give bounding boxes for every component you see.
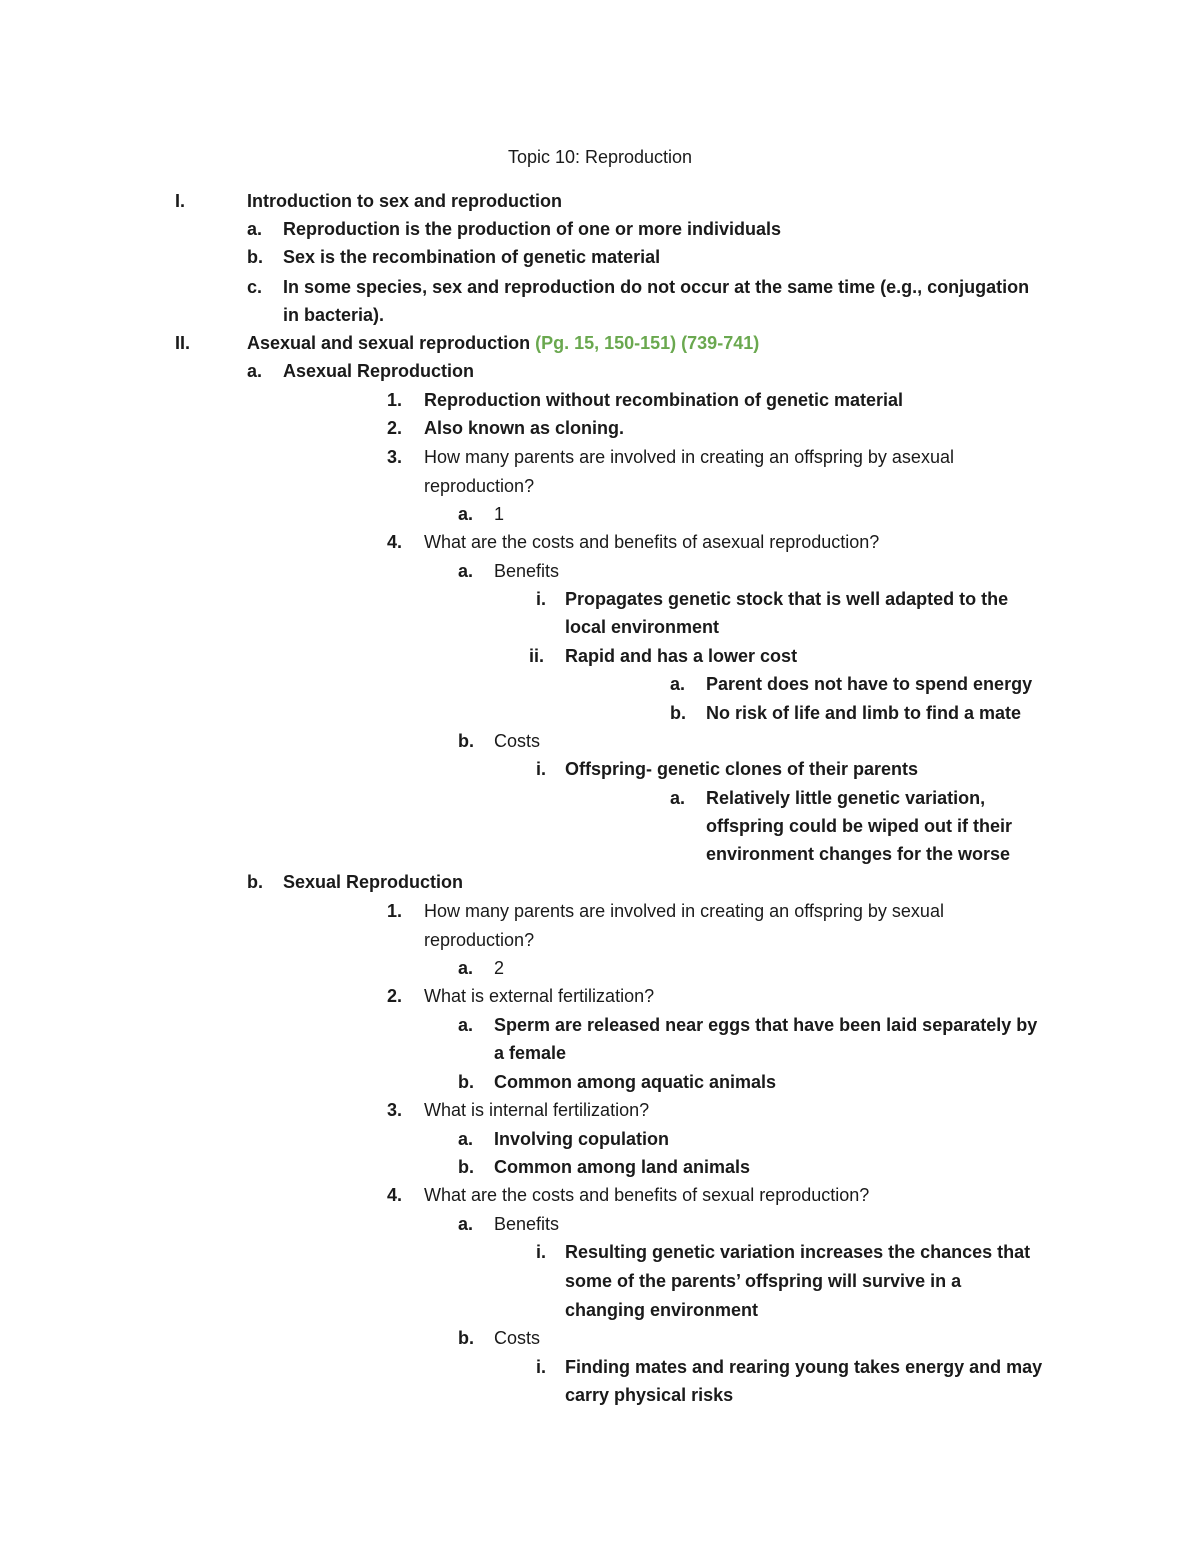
item-marker: i.: [536, 1242, 547, 1262]
item-marker: b.: [458, 1157, 474, 1177]
item-marker: b.: [247, 872, 263, 892]
list-item: Finding mates and rearing young takes energy and may: [565, 1357, 1043, 1377]
item-marker: c.: [247, 277, 263, 297]
page-reference: (Pg. 15, 150-151) (739-741): [535, 333, 760, 353]
list-item-continuation: local environment: [565, 617, 720, 637]
list-item: Also known as cloning.: [424, 418, 625, 438]
list-item-continuation: a female: [494, 1043, 567, 1063]
item-marker: i.: [536, 759, 547, 779]
question-item: How many parents are involved in creating an offspring by sexual: [424, 901, 944, 921]
list-item: Offspring- genetic clones of their parents: [565, 759, 919, 779]
question-item: What are the costs and benefits of asexual reproduction?: [424, 532, 880, 552]
item-marker: i.: [536, 1357, 547, 1377]
question-item: How many parents are involved in creating an offspring by asexual: [424, 447, 954, 467]
question-item: What is external fertilization?: [424, 986, 655, 1006]
list-item: No risk of life and limb to find a mate: [706, 703, 1022, 723]
item-marker: i.: [536, 589, 547, 609]
item-marker: b.: [670, 703, 686, 723]
list-item: Reproduction without recombination of genetic material: [424, 390, 904, 410]
section-heading-text: Asexual and sexual reproduction: [247, 333, 531, 353]
list-item-continuation: some of the parents’ offspring will survive in a: [565, 1271, 962, 1291]
item-marker: a.: [670, 674, 686, 694]
item-marker: a.: [247, 361, 263, 381]
answer: 2: [494, 958, 505, 978]
item-marker: 4.: [387, 532, 403, 552]
item-marker: a.: [670, 788, 686, 808]
item-marker: 1.: [387, 390, 403, 410]
item-marker: 1.: [387, 901, 403, 921]
section-marker: I.: [175, 191, 186, 211]
item-marker: a.: [458, 504, 474, 524]
list-item: Relatively little genetic variation,: [706, 788, 986, 808]
list-item-continuation: in bacteria).: [283, 305, 385, 325]
item-marker: 3.: [387, 447, 403, 467]
list-item: Rapid and has a lower cost: [565, 646, 798, 666]
item-marker: a.: [458, 958, 474, 978]
item-marker: 4.: [387, 1185, 403, 1205]
benefits-label: Benefits: [494, 1214, 560, 1234]
list-item: Propagates genetic stock that is well adapted to the: [565, 589, 1009, 609]
list-item: Common among aquatic animals: [494, 1072, 777, 1092]
subsection-heading: Asexual Reproduction: [283, 361, 475, 381]
item-marker: a.: [458, 1015, 474, 1035]
section-heading: Introduction to sex and reproduction: [247, 191, 562, 211]
question-item: What is internal fertilization?: [424, 1100, 650, 1120]
list-item: In some species, sex and reproduction do not occur at the same time (e.g., conjugation: [283, 277, 1030, 297]
question-item-continuation: reproduction?: [424, 476, 535, 496]
section-heading: [247, 329, 759, 357]
answer: 1: [494, 504, 505, 524]
list-item: Common among land animals: [494, 1157, 751, 1177]
item-marker: 3.: [387, 1100, 403, 1120]
list-item: Parent does not have to spend energy: [706, 674, 1033, 694]
item-marker: a.: [247, 219, 263, 239]
question-item: What are the costs and benefits of sexual reproduction?: [424, 1185, 870, 1205]
costs-label: Costs: [494, 731, 541, 751]
list-item: Sex is the recombination of genetic material: [283, 247, 661, 267]
item-marker: 2.: [387, 418, 403, 438]
item-marker: b.: [458, 1328, 474, 1348]
item-marker: a.: [458, 561, 474, 581]
item-marker: a.: [458, 1129, 474, 1149]
item-marker: a.: [458, 1214, 474, 1234]
list-item: Resulting genetic variation increases the chances that: [565, 1242, 1031, 1262]
subsection-heading: Sexual Reproduction: [283, 872, 464, 892]
question-item-continuation: reproduction?: [424, 930, 535, 950]
costs-label: Costs: [494, 1328, 541, 1348]
list-item-continuation: environment changes for the worse: [706, 844, 1011, 864]
item-marker: b.: [458, 731, 474, 751]
list-item-continuation: changing environment: [565, 1300, 759, 1320]
item-marker: b.: [247, 247, 263, 267]
item-marker: b.: [458, 1072, 474, 1092]
list-item-continuation: carry physical risks: [565, 1385, 734, 1405]
list-item: Reproduction is the production of one or more individuals: [283, 219, 782, 239]
benefits-label: Benefits: [494, 561, 560, 581]
list-item: Involving copulation: [494, 1129, 669, 1149]
list-item: Sperm are released near eggs that have been laid separately by: [494, 1015, 1038, 1035]
page-title: Topic 10: Reproduction: [507, 147, 693, 167]
list-item-continuation: offspring could be wiped out if their: [706, 816, 1012, 836]
section-marker: II.: [175, 333, 191, 353]
item-marker: ii.: [529, 646, 545, 666]
item-marker: 2.: [387, 986, 403, 1006]
